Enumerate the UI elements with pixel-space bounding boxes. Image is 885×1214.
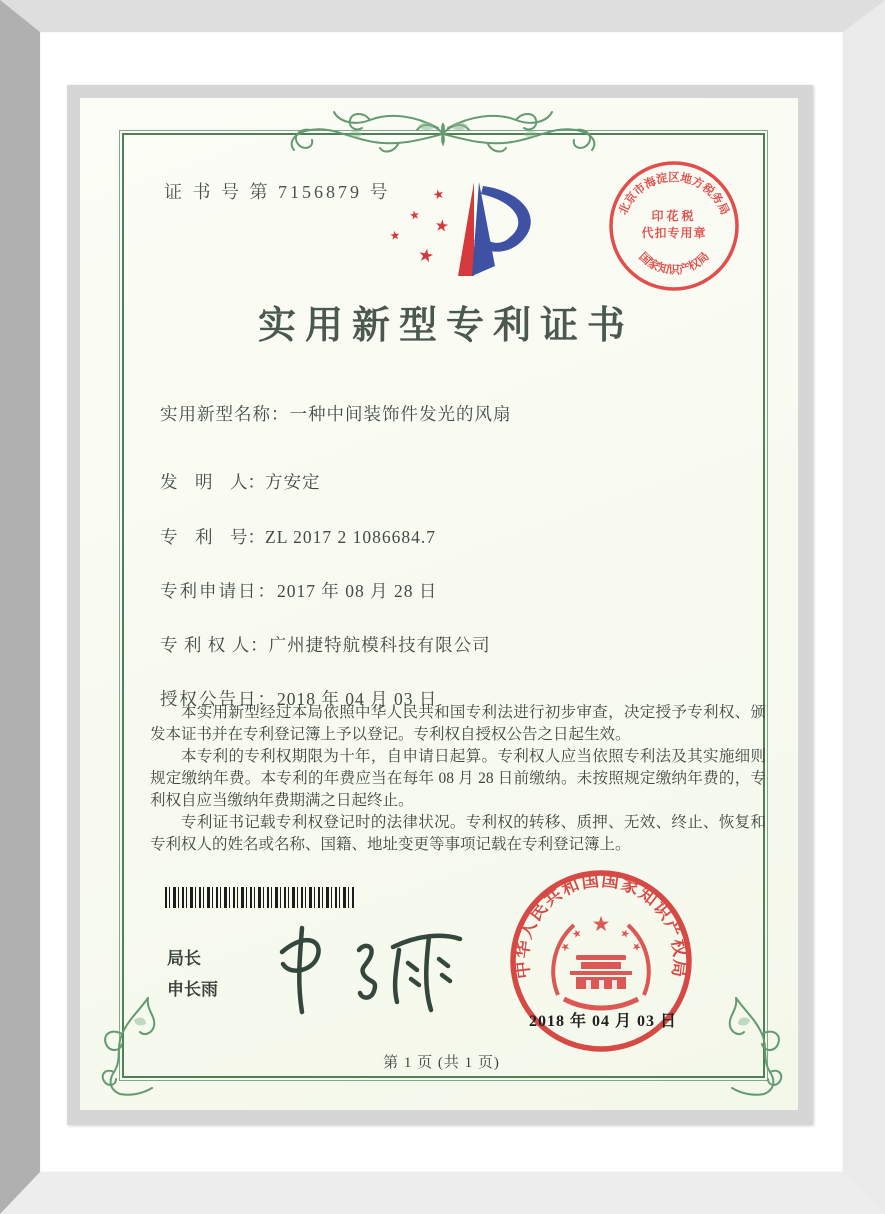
svg-text:★: ★ bbox=[618, 926, 632, 942]
field-label: 专利申请日： bbox=[160, 581, 277, 601]
svg-text:★: ★ bbox=[558, 939, 573, 955]
svg-text:★: ★ bbox=[416, 244, 436, 267]
field-value: ZL 2017 2 1086684.7 bbox=[265, 527, 436, 547]
patent-logo bbox=[362, 178, 547, 298]
field-utility-model-name bbox=[160, 401, 512, 426]
page-footer: 第 1 页 (共 1 页) bbox=[383, 1055, 500, 1071]
svg-text:★: ★ bbox=[629, 939, 644, 955]
field-value: 方安定 bbox=[265, 472, 321, 492]
national-emblem bbox=[553, 912, 649, 1008]
certificate-number: 证 书 号 第 7156879 号 bbox=[164, 182, 391, 202]
tax-stamp-bottom-arc-text: 国家知识产权局 bbox=[636, 250, 712, 277]
legal-paragraph-1: 本实用新型经过本局依照中华人民共和国专利法进行初步审查，决定授予专利权、颁发本证书并在专利登记簿上予以登记。专利权自授权公告之日起生效。 bbox=[150, 704, 766, 743]
field-value: 2017 年 08 月 28 日 bbox=[277, 581, 438, 601]
svg-text:★: ★ bbox=[408, 207, 422, 223]
signature bbox=[262, 920, 472, 1025]
field-label: 授权公告日： bbox=[160, 689, 277, 709]
logo-red-wedge bbox=[458, 182, 474, 276]
field-inventor bbox=[160, 469, 321, 494]
field-patent-number bbox=[160, 524, 436, 549]
svg-text:★: ★ bbox=[591, 912, 611, 936]
tax-stamp-seal bbox=[604, 156, 744, 296]
barcode bbox=[165, 887, 355, 908]
svg-text:★: ★ bbox=[433, 217, 451, 236]
field-label: 发 明 人： bbox=[160, 472, 265, 492]
logo-stars bbox=[389, 186, 450, 267]
legal-text-block bbox=[150, 702, 766, 856]
seal-date: 2018 年 04 月 03 日 bbox=[528, 1013, 677, 1030]
field-filing-date bbox=[160, 578, 437, 603]
field-label: 专 利 号： bbox=[160, 527, 265, 547]
tax-stamp-line1: 印花税 bbox=[651, 209, 697, 223]
field-label: 专 利 权 人： bbox=[160, 635, 269, 655]
tax-stamp-line2: 代扣专用章 bbox=[641, 226, 707, 240]
legal-paragraph-3: 专利证书记载专利权登记时的法律状况。专利权的转移、质押、无效、终止、恢复和专利权人的姓名或名称、国籍、地址变更等事项记载在专利登记簿上。 bbox=[150, 814, 766, 853]
svg-text:国家知识产权局 bbox=[636, 249, 712, 276]
tax-stamp-top-arc-text: 北京市海淀区地方税务局 bbox=[617, 172, 731, 217]
agency-seal-ring-text: 中华人民共和国国家知识产权局 bbox=[511, 869, 691, 980]
certificate-title: 实用新型专利证书 bbox=[257, 305, 634, 347]
field-value: 一种中间装饰件发光的风扇 bbox=[289, 404, 512, 424]
svg-text:★: ★ bbox=[431, 185, 447, 203]
field-value: 2018 年 04 月 03 日 bbox=[277, 689, 438, 709]
official-name: 申长雨 bbox=[167, 980, 218, 999]
svg-text:★: ★ bbox=[570, 926, 584, 942]
field-patentee bbox=[160, 632, 491, 657]
officials-block bbox=[167, 943, 218, 1005]
certificate-paper bbox=[80, 98, 798, 1110]
svg-text:★: ★ bbox=[388, 227, 402, 243]
field-label: 实用新型名称： bbox=[160, 404, 290, 424]
legal-paragraph-2: 本专利的专利权期限为十年，自申请日起算。专利权人应当依照专利法及其实施细则规定缴纳年费。本专利的年费应当在每年 08 月 28 日前缴纳。未按照规定缴纳年费的，专利权自应当缴纳年费期满之日起终止。 bbox=[150, 748, 766, 809]
field-value: 广州捷特航模科技有限公司 bbox=[268, 635, 491, 655]
official-title: 局长 bbox=[167, 949, 201, 968]
